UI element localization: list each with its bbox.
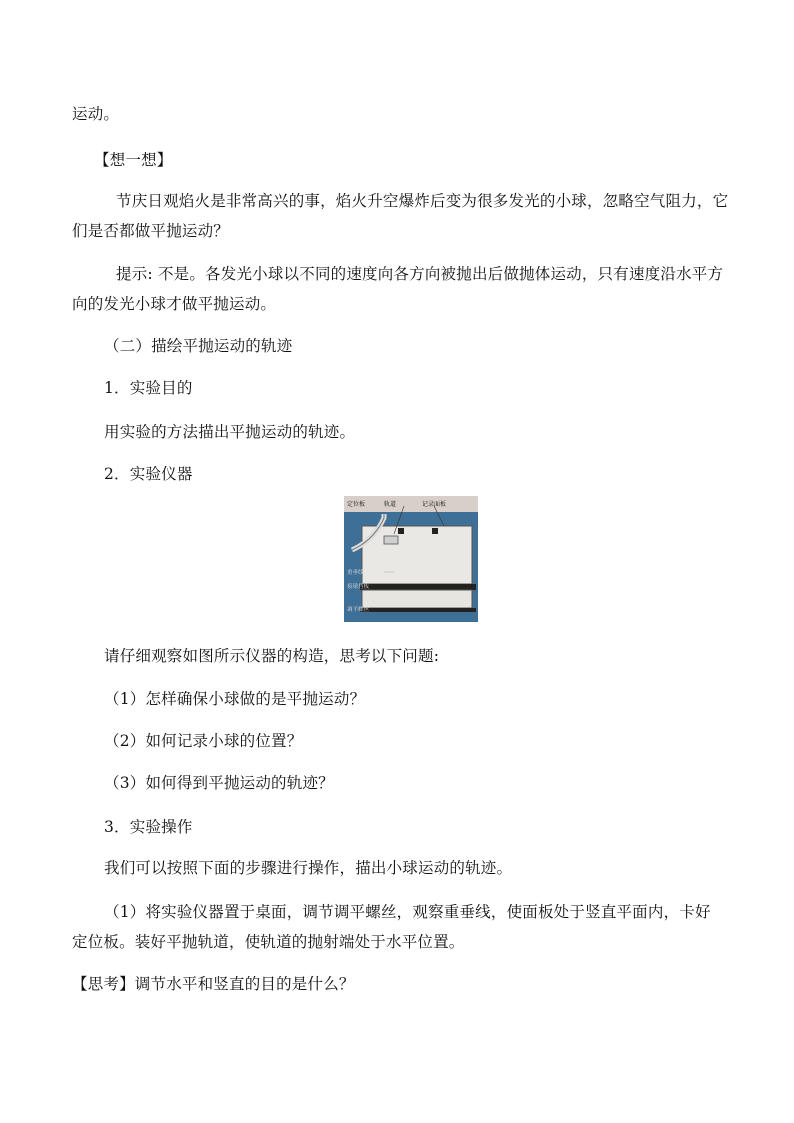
apparatus-image [344, 496, 478, 622]
question-item: （2）如何记录小球的位置？ [104, 732, 303, 750]
text-line: 提示: 不是。各发光小球以不同的速度向各方向被抛出后做抛体运动，只有速度沿水平方 [116, 265, 724, 283]
label-plumb-line: 重垂线 [347, 570, 364, 576]
label-track: 轨道 [384, 501, 397, 508]
subheading: 2．实验仪器 [104, 465, 193, 483]
label-positioning-plate: 定位板 [347, 501, 366, 508]
question-item: （3）如何得到平抛运动的轨迹？ [104, 774, 334, 792]
text-line: 用实验的方法描出平抛运动的轨迹。 [104, 423, 356, 441]
experiment-apparatus-figure [344, 496, 478, 622]
subheading: 1．实验目的 [104, 379, 193, 397]
heading-think: 【想一想】 [94, 151, 173, 169]
text-line: 运动。 [72, 105, 120, 123]
section-heading: （二）描绘平抛运动的轨迹 [104, 337, 293, 355]
text-line: 请仔细观察如图所示仪器的构造，思考以下问题: [104, 647, 440, 665]
text-line: 向的发光小球才做平抛运动。 [72, 295, 277, 313]
text-line: 节庆日观焰火是非常高兴的事，焰火升空爆炸后变为很多发光的小球，忽略空气阻力，它 [116, 192, 729, 210]
think-question: 【思考】调节水平和竖直的目的是什么？ [72, 975, 355, 993]
text-line: 定位板。装好平抛轨道，使轨道的抛射端处于水平位置。 [72, 933, 465, 951]
text-line: 们是否都做平抛运动？ [72, 222, 230, 240]
text-line: 我们可以按照下面的步骤进行操作，描出小球运动的轨迹。 [104, 859, 513, 877]
label-leveling-screw: 调平螺丝 [347, 607, 370, 613]
subheading: 3．实验操作 [104, 818, 193, 836]
text-line: （1）将实验仪器置于桌面，调节调平螺丝，观察重垂线，使面板处于竖直平面内，卡好 [104, 903, 711, 921]
question-item: （1）怎样确保小球做的是平抛运动？ [104, 690, 366, 708]
label-catch-plate: 接球挡板 [347, 584, 370, 590]
label-record-board: 记录面板 [422, 501, 447, 508]
